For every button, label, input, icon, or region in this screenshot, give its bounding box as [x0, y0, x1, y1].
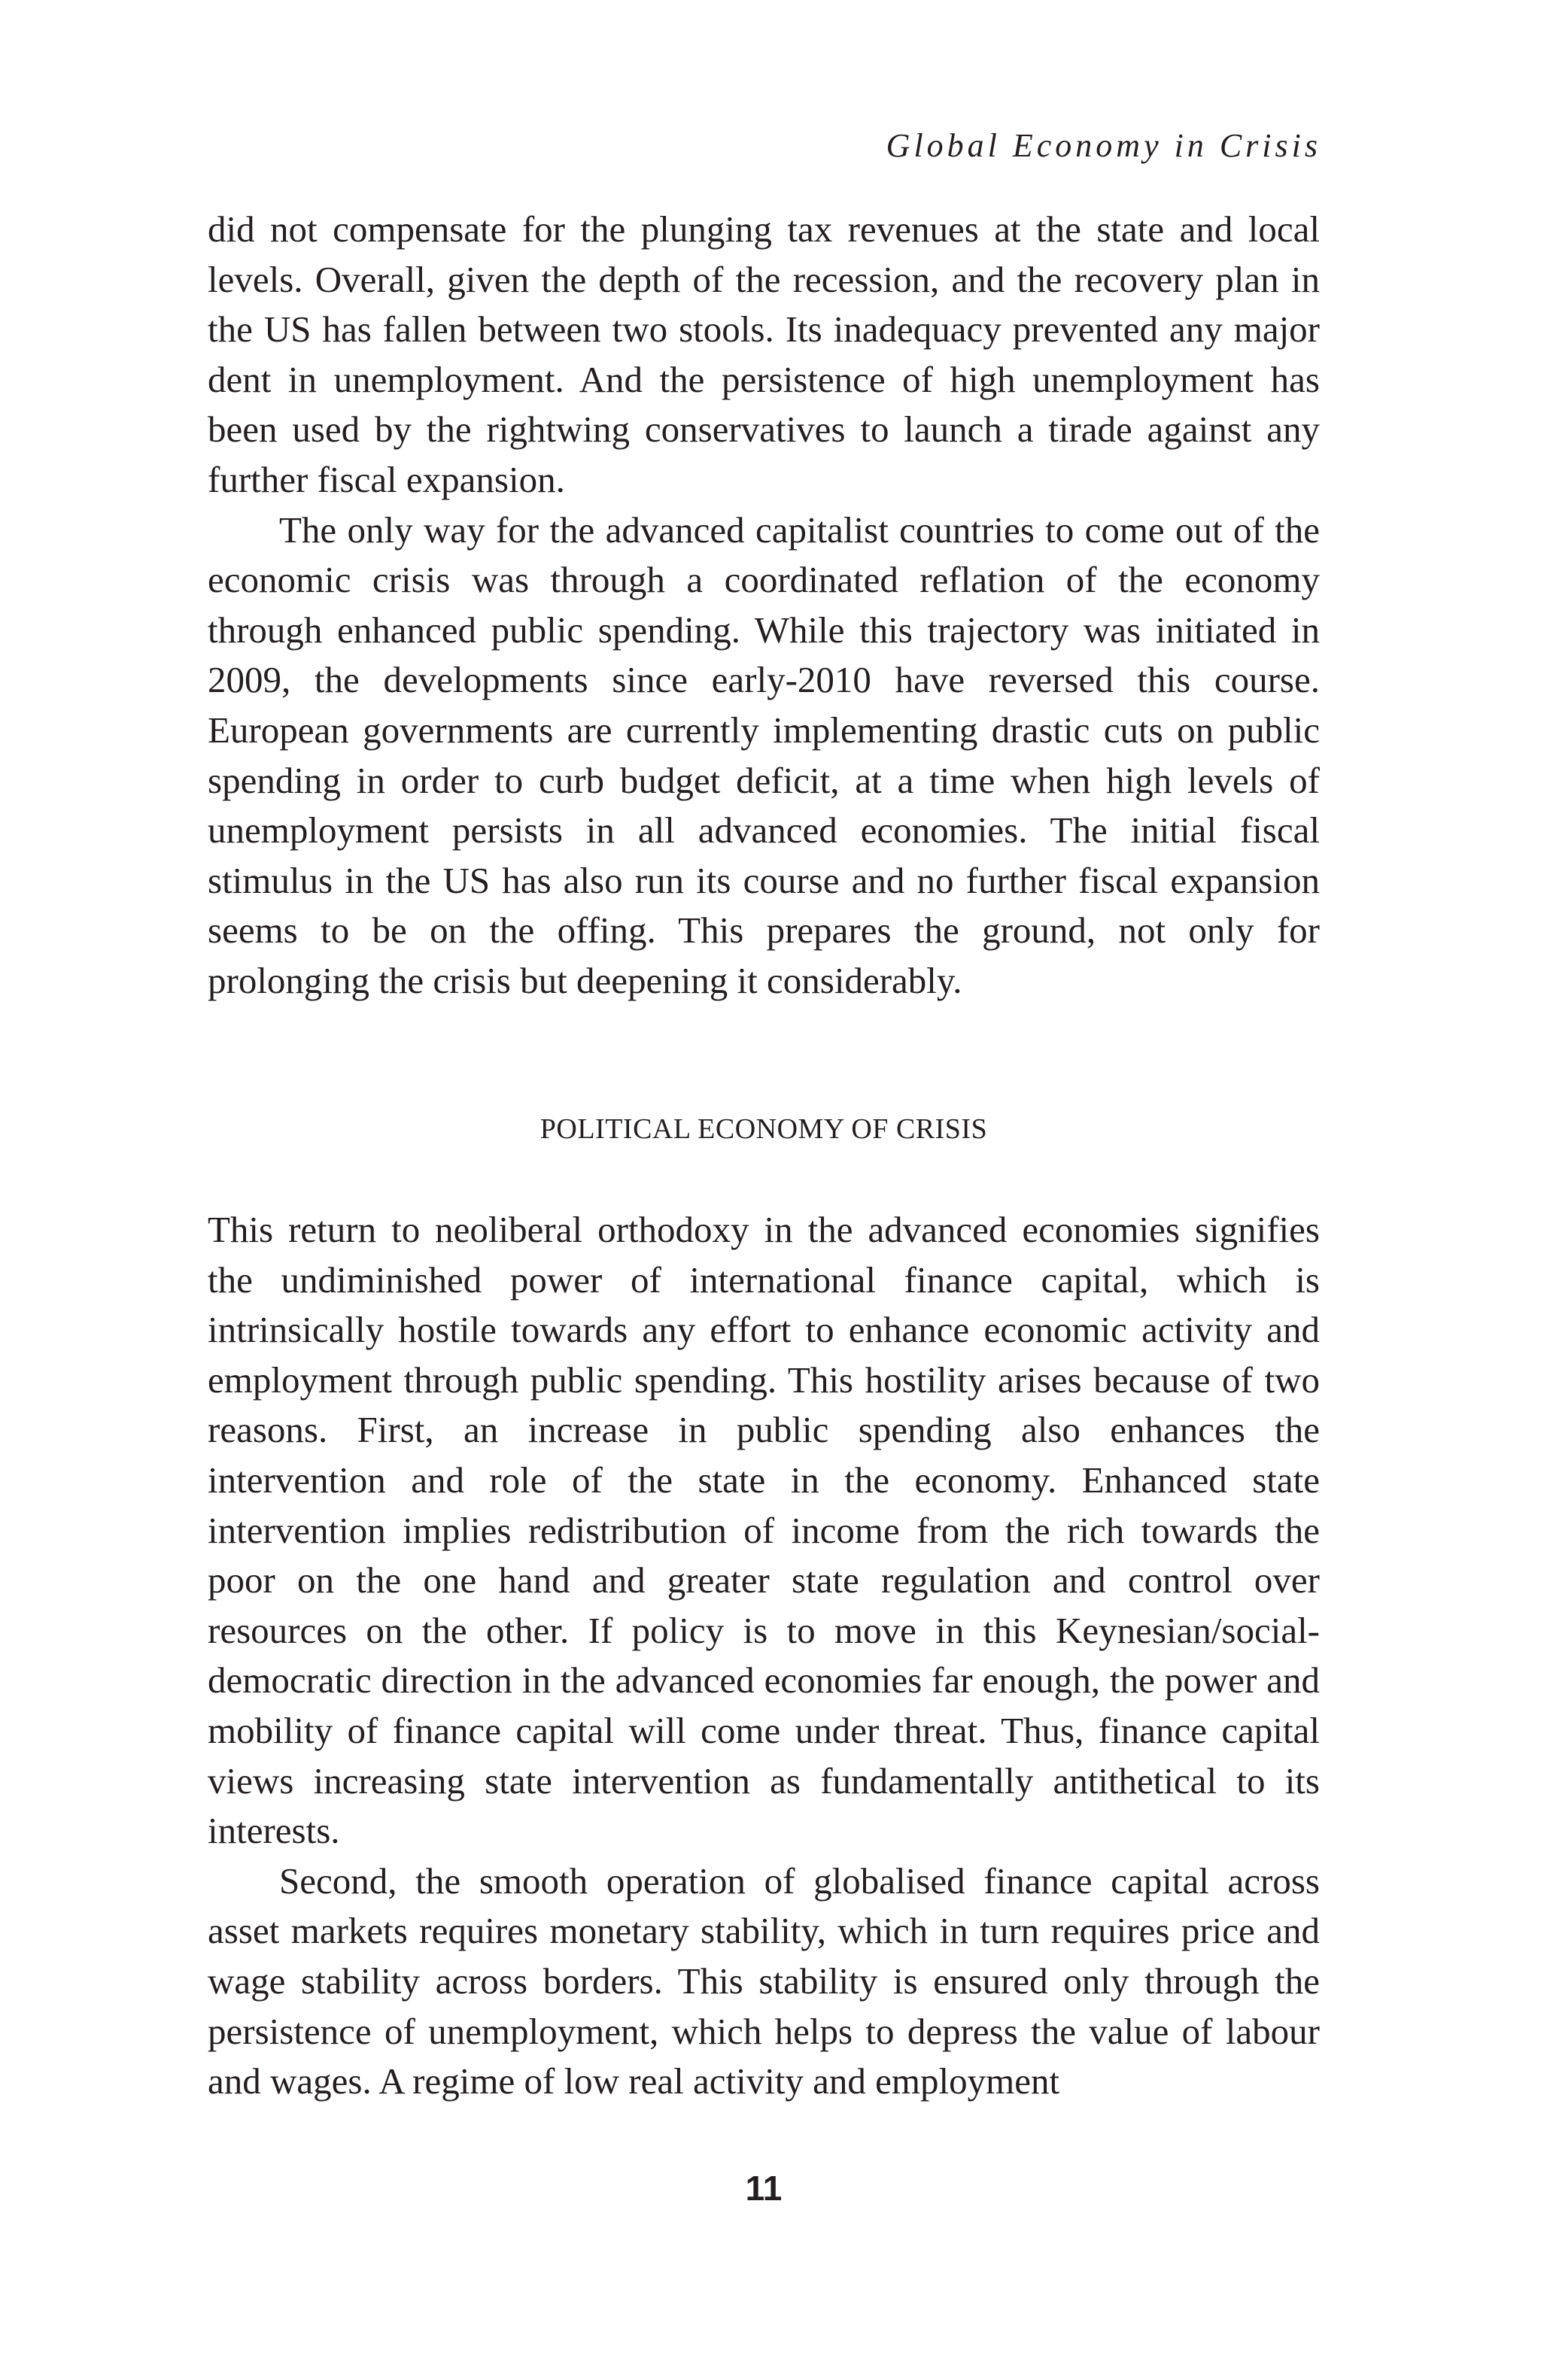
paragraph: The only way for the advanced capitalist countries to come out of the economic crisis was through a coordinated reflation of the economy through enhanced public spending. While this trajectory was initiated in 2009, the developments since early-2010 have reversed this course. European governments are currently implementing drastic cuts on public spending in order to curb budget deficit, at a time when high levels of unemployment persists in all advanced economies. The initial fiscal stimulus in the US has also run its course and no further fiscal expansion seems to be on the offing. This prepares the ground, not only for prolonging the crisis but deepening it considerably. — [208, 508, 1320, 1001]
section-heading: POLITICAL ECONOMY OF CRISIS — [540, 1113, 988, 1145]
running-head-title: Global Economy in Crisis — [886, 127, 1321, 164]
paragraph-continuation: did not compensate for the plunging tax revenues at the state and local levels. Overall, given the depth of the recession, and the recovery plan in the US has fallen between two stools. Its inadequacy prevented any major dent in unemployment. And the persistence of high unemployment has been used by the rightwing conservatives to launch a tirade against any further fiscal expansion. — [208, 208, 1320, 500]
text-block-after-heading — [208, 1205, 1320, 2107]
page-number: 11 — [745, 2169, 783, 2208]
paragraph: Second, the smooth operation of globalised finance capital across asset markets requires monetary stability, which in turn requires price and wage stability across borders. This stability is ensured only through the persistence of unemployment, which helps to depress the value of labour and wages. A regime of low real activity and employment — [208, 1859, 1320, 2102]
text-block-before-heading — [208, 205, 1320, 1006]
paragraph: This return to neoliberal orthodoxy in the advanced economies signifies the undiminished power of international finance capital, which is intrinsically hostile towards any effort to enhance economic activity and employment through public spending. This hostility arises because of two reasons. First, an increase in public spending also enhances the intervention and role of the state in the economy. Enhanced state intervention implies redistribution of income from the rich towards the poor on the one hand and greater state regulation and control over resources on the other. If policy is to move in this Keynesian/social-democratic direction in the advanced economies far enough, the power and mobility of finance capital will come under threat. Thus, finance capital views increasing state intervention as fundamentally antithetical to its interests. — [208, 1209, 1320, 1852]
